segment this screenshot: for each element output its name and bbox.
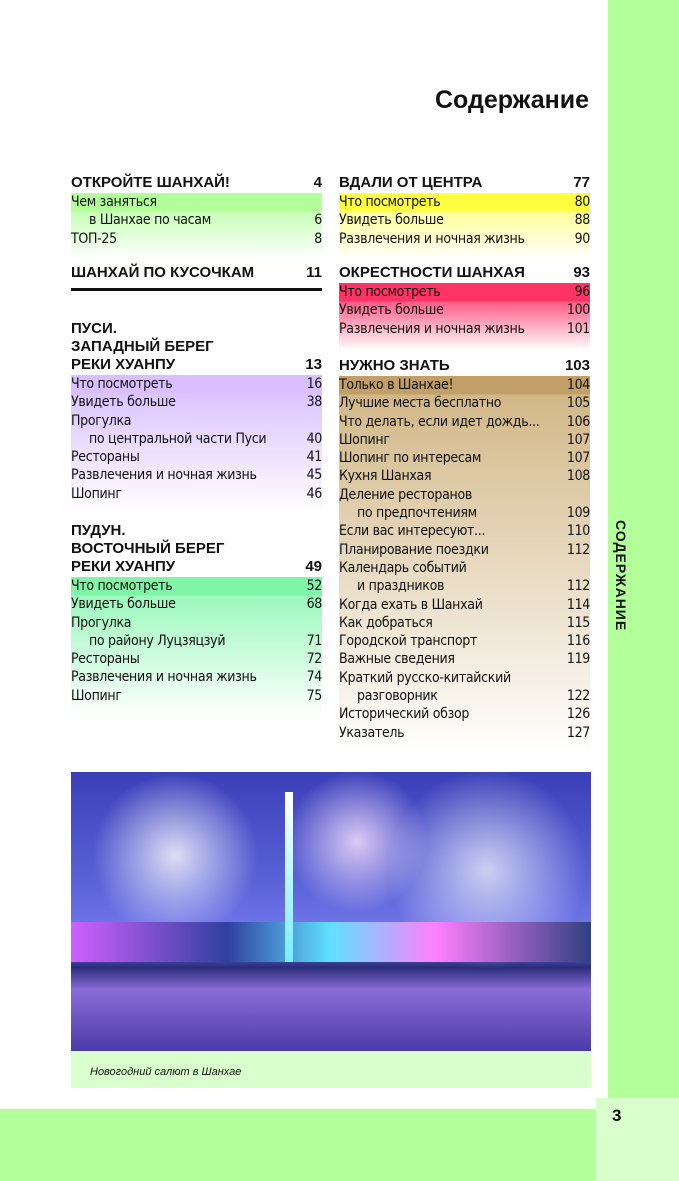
photo-caption: Новогодний салют в Шанхае	[71, 1051, 591, 1088]
toc-entry[interactable]	[339, 431, 590, 449]
toc-entry[interactable]	[339, 320, 590, 338]
toc-section	[339, 264, 590, 350]
entry-title: и праздников	[357, 578, 445, 595]
toc-entry[interactable]	[339, 669, 590, 687]
toc-section-heading[interactable]	[339, 174, 590, 192]
entry-title: Лучшие места бесплатно	[339, 395, 502, 412]
entry-page: 105	[566, 395, 590, 412]
toc-entry[interactable]	[339, 449, 590, 467]
toc-entry[interactable]	[339, 467, 590, 485]
entry-page: 88	[574, 212, 590, 229]
toc-entry[interactable]	[71, 687, 322, 705]
entry-title: Как добраться	[339, 614, 433, 631]
toc-entry[interactable]	[339, 614, 590, 632]
toc-entry[interactable]	[339, 559, 590, 577]
toc-entry[interactable]	[71, 650, 322, 668]
entry-page: 107	[566, 431, 590, 448]
entry-page: 107	[566, 450, 590, 467]
entry-title: в Шанхае по часам	[89, 212, 211, 229]
entry-title: Чем заняться	[71, 194, 157, 210]
entry-title: Развлечения и ночная жизнь	[339, 230, 525, 247]
entry-title: по предпочтениям	[357, 505, 477, 522]
toc-entry[interactable]	[339, 724, 590, 742]
section-title: ВДАЛИ ОТ ЦЕНТРА	[339, 174, 483, 191]
entry-title: Шопинг	[339, 431, 390, 448]
toc-items	[339, 283, 590, 350]
toc-entry[interactable]	[339, 632, 590, 650]
toc-items	[339, 376, 590, 754]
entry-page: 110	[566, 523, 590, 540]
entry-page: 75	[306, 687, 322, 704]
entry-page: 119	[566, 651, 590, 668]
tv-tower	[285, 792, 293, 962]
toc-section-heading[interactable]	[339, 264, 590, 282]
page-number: 3	[612, 1106, 622, 1125]
entry-page: 101	[566, 320, 590, 337]
entry-title: Когда ехать в Шанхай	[339, 596, 483, 613]
toc-section-heading[interactable]	[71, 320, 322, 374]
toc-items	[71, 375, 322, 515]
toc-entry[interactable]	[339, 301, 590, 319]
entry-page: 45	[306, 467, 322, 484]
page-title: Содержание	[434, 86, 589, 114]
entry-title: Увидеть больше	[71, 596, 176, 613]
entry-page: 90	[574, 230, 590, 247]
toc-entry[interactable]	[339, 522, 590, 540]
entry-page: 74	[306, 669, 322, 686]
toc-entry[interactable]	[339, 283, 590, 301]
entry-page: 80	[574, 194, 590, 210]
entry-title: Исторический обзор	[339, 706, 470, 723]
entry-title: по району Луцзяцзуй	[89, 632, 226, 649]
entry-page: 46	[306, 485, 322, 502]
entry-page: 122	[566, 688, 590, 705]
entry-page: 126	[566, 706, 590, 723]
entry-page: 114	[566, 596, 590, 613]
entry-page: 109	[566, 505, 590, 522]
entry-title: Увидеть больше	[71, 394, 176, 411]
toc-entry[interactable]	[71, 466, 322, 484]
entry-title: Планирование поездки	[339, 541, 489, 558]
toc-entry[interactable]	[71, 193, 322, 211]
entry-title: Прогулка	[71, 614, 132, 631]
toc-section	[339, 174, 590, 260]
section-page: 49	[305, 558, 322, 575]
entry-title: Развлечения и ночная жизнь	[71, 467, 257, 484]
section-page: 103	[564, 357, 590, 374]
entry-title: Краткий русско-китайский	[339, 669, 511, 686]
toc-entry[interactable]	[339, 394, 590, 412]
toc-entry[interactable]	[71, 632, 322, 650]
page-number-box	[596, 1098, 679, 1181]
entry-page: 16	[306, 376, 322, 392]
entry-title: Что посмотреть	[339, 284, 441, 300]
entry-title: ТОП-25	[71, 230, 117, 247]
toc-section-heading[interactable]	[71, 174, 322, 192]
entry-title: Увидеть больше	[339, 302, 444, 319]
section-title: ОТКРОЙТЕ ШАНХАЙ!	[71, 174, 230, 191]
section-page: 11	[306, 264, 322, 281]
section-page: 93	[573, 264, 590, 281]
entry-page: 8	[314, 230, 322, 247]
toc-entry[interactable]	[71, 577, 322, 595]
bottom-band	[0, 1109, 596, 1181]
entry-page: 41	[306, 449, 322, 466]
toc-section-heading[interactable]	[339, 357, 590, 375]
toc-entry[interactable]	[339, 650, 590, 668]
toc-entry[interactable]	[339, 211, 590, 229]
toc-entry[interactable]	[71, 668, 322, 686]
entry-title: по центральной части Пуси	[89, 430, 267, 447]
entry-title: Указатель	[339, 724, 405, 741]
section-title: ШАНХАЙ ПО КУСОЧКАМ	[71, 264, 255, 281]
entry-page: 100	[566, 302, 590, 319]
entry-title: Шопинг	[71, 485, 122, 502]
entry-title: Если вас интересуют...	[339, 523, 486, 540]
entry-page: 40	[306, 430, 322, 447]
entry-page: 68	[306, 596, 322, 613]
toc-section	[71, 522, 322, 717]
entry-page: 96	[574, 284, 590, 300]
entry-title: Важные сведения	[339, 651, 455, 668]
toc-entry[interactable]	[339, 596, 590, 614]
entry-page: 127	[566, 724, 590, 741]
toc-entry[interactable]	[71, 595, 322, 613]
entry-title: Увидеть больше	[339, 212, 444, 229]
entry-title: Что делать, если идет дождь...	[339, 413, 540, 430]
section-page: 13	[305, 356, 322, 373]
section-title: НУЖНО ЗНАТЬ	[339, 357, 450, 374]
entry-title: Деление ресторанов	[339, 486, 472, 503]
toc-entry[interactable]	[71, 412, 322, 430]
toc-entry[interactable]	[339, 504, 590, 522]
entry-title: Что посмотреть	[71, 578, 173, 594]
entry-page: 72	[306, 651, 322, 668]
toc-entry[interactable]	[339, 541, 590, 559]
entry-page: 104	[566, 377, 590, 393]
entry-page: 71	[306, 632, 322, 649]
toc-entry[interactable]	[339, 705, 590, 723]
toc-entry[interactable]	[339, 376, 590, 394]
toc-entry[interactable]	[339, 230, 590, 248]
section-title: ПУДУН. ВОСТОЧНЫЙ БЕРЕГ РЕКИ ХУАНПУ	[71, 522, 225, 575]
toc-section	[71, 320, 322, 515]
toc-entry[interactable]	[339, 687, 590, 705]
toc-entry[interactable]	[71, 393, 322, 411]
toc-entry[interactable]	[339, 486, 590, 504]
section-page: 4	[313, 174, 322, 191]
entry-page: 112	[566, 541, 590, 558]
entry-page: 6	[314, 212, 322, 229]
toc-entry[interactable]	[71, 230, 322, 248]
entry-page: 52	[306, 578, 322, 594]
entry-page: 38	[306, 394, 322, 411]
toc-entry[interactable]	[71, 614, 322, 632]
side-tab-label: СОДЕРЖАНИЕ	[613, 520, 629, 632]
entry-title: Что посмотреть	[339, 194, 441, 210]
entry-title: разговорник	[357, 688, 438, 705]
section-page: 77	[573, 174, 590, 191]
entry-title: Прогулка	[71, 412, 132, 429]
toc-section	[71, 264, 322, 291]
entry-page: 116	[566, 633, 590, 650]
toc-items	[339, 193, 590, 260]
toc-entry[interactable]	[71, 375, 322, 393]
toc-section-heading[interactable]	[71, 522, 322, 576]
entry-title: Шопинг по интересам	[339, 450, 482, 467]
city-skyline	[71, 922, 591, 962]
entry-title: Развлечения и ночная жизнь	[339, 320, 525, 337]
entry-page: 115	[566, 614, 590, 631]
section-title: ОКРЕСТНОСТИ ШАНХАЯ	[339, 264, 525, 281]
entry-page: 112	[566, 578, 590, 595]
entry-title: Рестораны	[71, 651, 140, 668]
entry-title: Городской транспорт	[339, 633, 478, 650]
entry-title: Только в Шанхае!	[339, 377, 454, 393]
entry-page: 106	[566, 413, 590, 430]
toc-entry[interactable]	[71, 211, 322, 229]
toc-entry[interactable]	[71, 448, 322, 466]
toc-items	[71, 193, 322, 260]
entry-title: Рестораны	[71, 449, 140, 466]
entry-page: 108	[566, 468, 590, 485]
entry-title: Что посмотреть	[71, 376, 173, 392]
toc-section-heading[interactable]	[71, 264, 322, 291]
toc-entry[interactable]	[339, 577, 590, 595]
toc-entry[interactable]	[71, 430, 322, 448]
entry-title: Кухня Шанхая	[339, 468, 432, 485]
toc-entry[interactable]	[71, 485, 322, 503]
toc-section	[71, 174, 322, 260]
toc-entry[interactable]	[339, 193, 590, 211]
toc-section	[339, 357, 590, 754]
section-title: ПУСИ. ЗАПАДНЫЙ БЕРЕГ РЕКИ ХУАНПУ	[71, 320, 214, 373]
entry-title: Шопинг	[71, 687, 122, 704]
toc-entry[interactable]	[339, 413, 590, 431]
entry-title: Календарь событий	[339, 559, 467, 576]
toc-items	[71, 577, 322, 717]
fireworks-photo	[71, 772, 591, 1051]
entry-title: Развлечения и ночная жизнь	[71, 669, 257, 686]
